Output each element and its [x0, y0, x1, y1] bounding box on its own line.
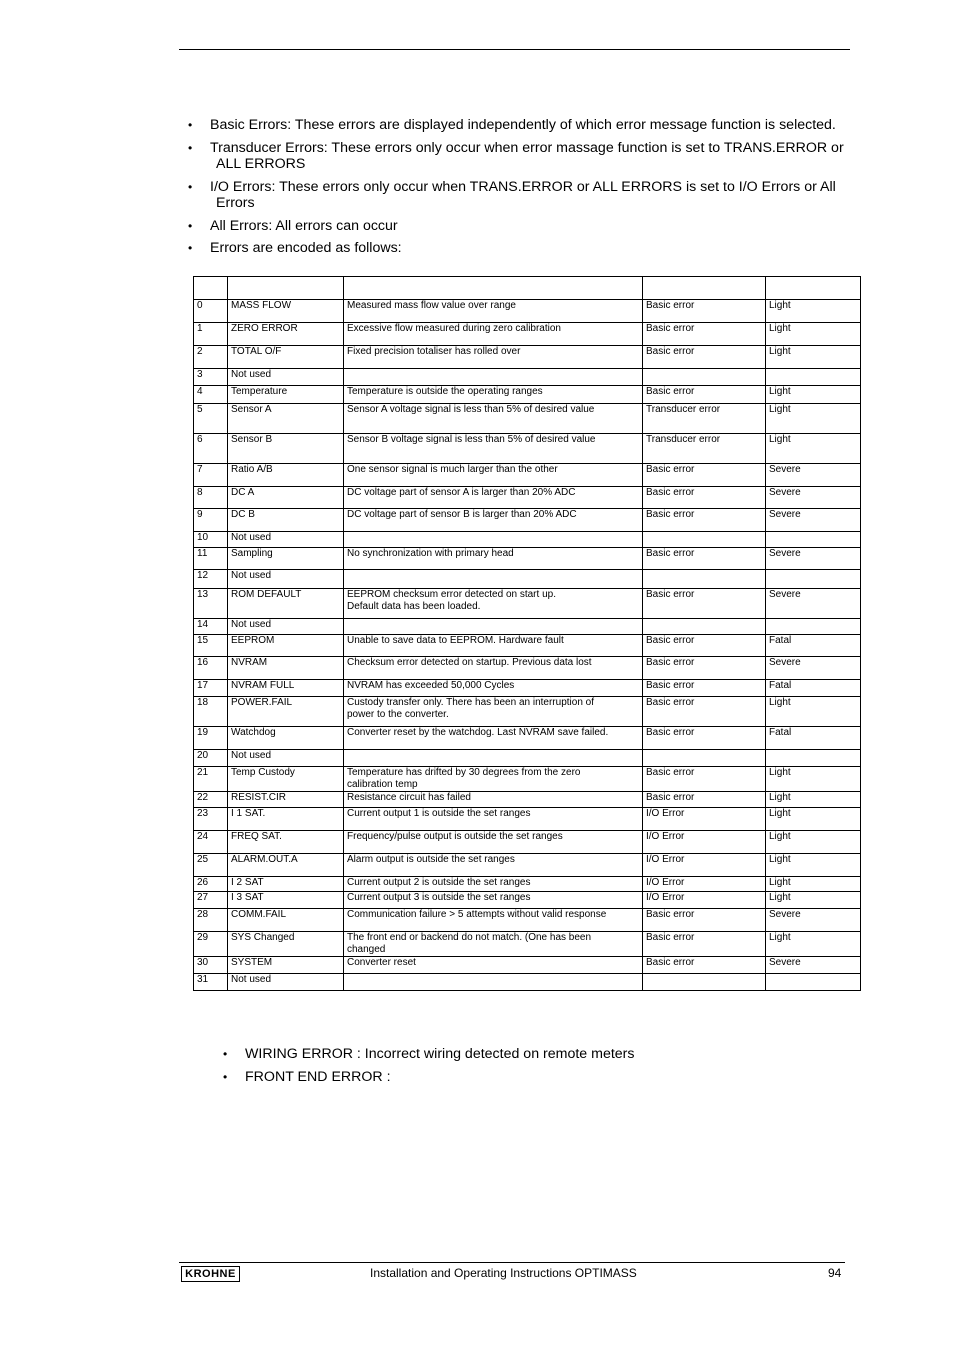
cell-name: EEPROM — [228, 635, 344, 657]
cell-desc — [344, 974, 643, 991]
table-row — [194, 727, 861, 750]
table-row — [194, 697, 861, 727]
cell-desc-line1: Frequency/pulse output is outside the set ranges — [347, 831, 563, 842]
table-row — [194, 404, 861, 434]
header-cell — [194, 277, 228, 300]
cell-no: 27 — [194, 892, 228, 909]
table-row — [194, 792, 861, 808]
cell-type: Basic error — [643, 589, 766, 619]
cell-type: I/O Error — [643, 808, 766, 831]
cell-type — [643, 974, 766, 991]
cell-type — [643, 369, 766, 386]
bullet-text: All Errors: All errors can occur — [210, 218, 398, 234]
cell-type: Basic error — [643, 464, 766, 487]
cell-desc-line1: Measured mass flow value over range — [347, 300, 516, 311]
cell-sev — [766, 570, 861, 589]
cell-no: 12 — [194, 570, 228, 589]
cell-name: Ratio A/B — [228, 464, 344, 487]
bullet-text-continued: Errors — [216, 195, 255, 211]
table-row — [194, 369, 861, 386]
table-row — [194, 570, 861, 589]
cell-name: Not used — [228, 619, 344, 635]
cell-sev: Light — [766, 932, 861, 957]
bullet-text: WIRING ERROR : Incorrect wiring detected on remote meters — [245, 1046, 635, 1062]
cell-no: 10 — [194, 532, 228, 548]
krohne-logo — [181, 1266, 240, 1282]
extra-bullet-list — [223, 1046, 634, 1085]
cell-name: FREQ SAT. — [228, 831, 344, 854]
cell-no: 9 — [194, 509, 228, 532]
cell-desc — [344, 808, 643, 831]
cell-desc-line1: Converter reset by the watchdog. Last NVRAM save failed. — [347, 727, 609, 738]
cell-name: Not used — [228, 974, 344, 991]
cell-desc — [344, 877, 643, 892]
cell-no: 2 — [194, 346, 228, 369]
header-cell — [643, 277, 766, 300]
cell-sev: Light — [766, 404, 861, 434]
cell-no: 26 — [194, 877, 228, 892]
cell-no: 7 — [194, 464, 228, 487]
cell-sev — [766, 974, 861, 991]
cell-desc — [344, 957, 643, 974]
cell-desc — [344, 369, 643, 386]
cell-type — [643, 532, 766, 548]
cell-desc — [344, 386, 643, 404]
cell-desc — [344, 487, 643, 509]
cell-desc — [344, 434, 643, 464]
table-row — [194, 767, 861, 792]
cell-type: Basic error — [643, 386, 766, 404]
cell-sev — [766, 532, 861, 548]
cell-type: Basic error — [643, 548, 766, 570]
cell-type: Basic error — [643, 323, 766, 346]
cell-no: 5 — [194, 404, 228, 434]
cell-type: I/O Error — [643, 854, 766, 877]
table-row — [194, 532, 861, 548]
cell-name: NVRAM — [228, 657, 344, 680]
cell-desc — [344, 680, 643, 697]
cell-desc — [344, 300, 643, 323]
cell-no: 3 — [194, 369, 228, 386]
cell-name: I 1 SAT. — [228, 808, 344, 831]
header-cell — [344, 277, 643, 300]
cell-desc-line1: Unable to save data to EEPROM. Hardware fault — [347, 635, 564, 646]
bullet-text: Errors are encoded as follows: — [210, 240, 402, 256]
cell-desc-line1: Converter reset — [347, 957, 416, 968]
bullet-text: I/O Errors: These errors only occur when TRANS.ERROR or ALL ERRORS is set to I/O Errors or All — [210, 179, 836, 195]
cell-desc — [344, 892, 643, 909]
cell-name: TOTAL O/F — [228, 346, 344, 369]
cell-desc-line2: Default data has been loaded. — [347, 601, 481, 612]
table-row — [194, 892, 861, 909]
cell-desc-line1: DC voltage part of sensor A is larger than 20% ADC — [347, 487, 576, 498]
cell-sev: Severe — [766, 909, 861, 932]
page-number: 94 — [828, 1266, 842, 1280]
cell-sev: Light — [766, 877, 861, 892]
cell-type: I/O Error — [643, 831, 766, 854]
cell-desc-line1: No synchronization with primary head — [347, 548, 514, 559]
cell-sev: Light — [766, 831, 861, 854]
table-row — [194, 974, 861, 991]
table-row — [194, 464, 861, 487]
bullet-text: FRONT END ERROR : — [245, 1069, 391, 1085]
header-cell — [228, 277, 344, 300]
table-row — [194, 635, 861, 657]
cell-no: 25 — [194, 854, 228, 877]
cell-desc-line1: Sensor A voltage signal is less than 5% of desired value — [347, 404, 595, 415]
cell-type: Transducer error — [643, 434, 766, 464]
cell-name: Watchdog — [228, 727, 344, 750]
bullet-text: Basic Errors: These errors are displayed independently of which error message function is selected. — [210, 117, 836, 133]
cell-desc-line2: changed — [347, 944, 386, 955]
cell-sev — [766, 619, 861, 635]
cell-desc-line1: Excessive flow measured during zero calibration — [347, 323, 561, 334]
cell-type: Basic error — [643, 635, 766, 657]
cell-no: 15 — [194, 635, 228, 657]
cell-type: Basic error — [643, 680, 766, 697]
table-row — [194, 877, 861, 892]
cell-desc — [344, 697, 643, 727]
cell-sev: Light — [766, 323, 861, 346]
cell-name: I 2 SAT — [228, 877, 344, 892]
cell-desc-line1: Current output 3 is outside the set ranges — [347, 892, 531, 903]
table-row — [194, 434, 861, 464]
cell-desc-line1: The front end or backend do not match. (One has been — [347, 932, 592, 943]
cell-name: RESIST.CIR — [228, 792, 344, 808]
cell-name: DC A — [228, 487, 344, 509]
cell-desc — [344, 464, 643, 487]
cell-desc-line1: Temperature has drifted by 30 degrees from the zero — [347, 767, 581, 778]
cell-sev: Light — [766, 346, 861, 369]
cell-no: 24 — [194, 831, 228, 854]
cell-desc-line1: Sensor B voltage signal is less than 5% of desired value — [347, 434, 596, 445]
cell-name: SYSTEM — [228, 957, 344, 974]
table-row — [194, 750, 861, 767]
cell-sev: Severe — [766, 589, 861, 619]
cell-no: 22 — [194, 792, 228, 808]
table-row — [194, 386, 861, 404]
cell-sev: Light — [766, 854, 861, 877]
table-row — [194, 909, 861, 932]
bullet-io-errors — [188, 179, 860, 211]
cell-type: Basic error — [643, 509, 766, 532]
cell-name: Not used — [228, 369, 344, 386]
cell-no: 20 — [194, 750, 228, 767]
cell-name: Not used — [228, 570, 344, 589]
cell-desc-line1: Fixed precision totaliser has rolled over — [347, 346, 521, 357]
cell-name: Temperature — [228, 386, 344, 404]
cell-type: Basic error — [643, 697, 766, 727]
cell-name: COMM.FAIL — [228, 909, 344, 932]
logo-text: KROHNE — [185, 1268, 236, 1280]
cell-desc-line1: EEPROM checksum error detected on start up. — [347, 589, 556, 600]
cell-no: 21 — [194, 767, 228, 792]
cell-name: Sampling — [228, 548, 344, 570]
cell-name: SYS Changed — [228, 932, 344, 957]
cell-no: 28 — [194, 909, 228, 932]
cell-sev: Light — [766, 767, 861, 792]
cell-no: 4 — [194, 386, 228, 404]
cell-no: 13 — [194, 589, 228, 619]
cell-type: Basic error — [643, 300, 766, 323]
cell-no: 17 — [194, 680, 228, 697]
bullet-front-end-error — [223, 1069, 634, 1085]
cell-desc-line1: Current output 1 is outside the set ranges — [347, 808, 531, 819]
cell-no: 14 — [194, 619, 228, 635]
table-row — [194, 346, 861, 369]
cell-type: I/O Error — [643, 892, 766, 909]
table-row — [194, 854, 861, 877]
header-rule — [179, 49, 850, 50]
cell-desc — [344, 548, 643, 570]
cell-desc — [344, 909, 643, 932]
cell-sev: Severe — [766, 548, 861, 570]
cell-type: Basic error — [643, 346, 766, 369]
cell-desc — [344, 792, 643, 808]
cell-desc — [344, 404, 643, 434]
cell-name: I 3 SAT — [228, 892, 344, 909]
bullet-basic-errors — [188, 117, 860, 133]
cell-desc-line1: Current output 2 is outside the set ranges — [347, 877, 531, 888]
cell-type — [643, 750, 766, 767]
cell-no: 0 — [194, 300, 228, 323]
cell-sev: Fatal — [766, 680, 861, 697]
header-cell — [766, 277, 861, 300]
cell-desc-line1: Checksum error detected on startup. Previous data lost — [347, 657, 592, 668]
cell-desc — [344, 589, 643, 619]
cell-type: Basic error — [643, 487, 766, 509]
cell-sev — [766, 750, 861, 767]
cell-sev: Severe — [766, 957, 861, 974]
cell-type: Basic error — [643, 932, 766, 957]
cell-sev: Severe — [766, 487, 861, 509]
cell-desc-line2: power to the converter. — [347, 709, 449, 720]
cell-desc — [344, 750, 643, 767]
cell-sev: Severe — [766, 509, 861, 532]
table-header-row — [194, 277, 861, 300]
table-row — [194, 932, 861, 957]
cell-sev: Light — [766, 892, 861, 909]
table-row — [194, 509, 861, 532]
cell-desc — [344, 854, 643, 877]
cell-no: 30 — [194, 957, 228, 974]
cell-no: 6 — [194, 434, 228, 464]
cell-desc — [344, 619, 643, 635]
cell-type: Transducer error — [643, 404, 766, 434]
table-row — [194, 680, 861, 697]
cell-no: 8 — [194, 487, 228, 509]
cell-no: 29 — [194, 932, 228, 957]
cell-name: Temp Custody — [228, 767, 344, 792]
table-row — [194, 808, 861, 831]
cell-name: Not used — [228, 750, 344, 767]
cell-desc-line1: Communication failure > 5 attempts without valid response — [347, 909, 607, 920]
cell-desc — [344, 767, 643, 792]
cell-name: Sensor B — [228, 434, 344, 464]
bullet-encoding — [188, 240, 860, 256]
cell-desc — [344, 635, 643, 657]
cell-name: ZERO ERROR — [228, 323, 344, 346]
cell-desc — [344, 323, 643, 346]
table-row — [194, 300, 861, 323]
cell-desc — [344, 657, 643, 680]
cell-sev: Light — [766, 434, 861, 464]
cell-type: I/O Error — [643, 877, 766, 892]
table-row — [194, 657, 861, 680]
cell-sev: Severe — [766, 464, 861, 487]
table-row — [194, 548, 861, 570]
cell-desc-line2: calibration temp — [347, 779, 418, 790]
cell-sev — [766, 369, 861, 386]
bullet-all-errors — [188, 218, 860, 234]
table-row — [194, 323, 861, 346]
cell-desc — [344, 509, 643, 532]
cell-desc — [344, 727, 643, 750]
cell-type: Basic error — [643, 727, 766, 750]
cell-no: 1 — [194, 323, 228, 346]
cell-desc-line1: Temperature is outside the operating ranges — [347, 386, 543, 397]
bullet-text-continued: ALL ERRORS — [216, 156, 306, 172]
intro-bullet-list — [188, 117, 860, 256]
cell-name: NVRAM FULL — [228, 680, 344, 697]
cell-desc-line1: Resistance circuit has failed — [347, 792, 471, 803]
cell-desc — [344, 932, 643, 957]
bullet-text: Transducer Errors: These errors only occur when error massage function is set to TRANS.ERROR or — [210, 140, 844, 156]
cell-desc-line1: One sensor signal is much larger than the other — [347, 464, 558, 475]
cell-desc-line1: NVRAM has exceeded 50,000 Cycles — [347, 680, 515, 691]
cell-no: 18 — [194, 697, 228, 727]
cell-sev: Light — [766, 792, 861, 808]
bullet-wiring-error — [223, 1046, 634, 1062]
cell-no: 31 — [194, 974, 228, 991]
cell-type: Basic error — [643, 767, 766, 792]
footer-title: Installation and Operating Instructions OPTIMASS — [370, 1266, 637, 1280]
table-row — [194, 619, 861, 635]
table-row — [194, 957, 861, 974]
error-codes-table — [193, 276, 861, 991]
cell-sev: Light — [766, 386, 861, 404]
cell-name: ALARM.OUT.A — [228, 854, 344, 877]
cell-sev: Severe — [766, 657, 861, 680]
cell-name: Not used — [228, 532, 344, 548]
cell-desc — [344, 532, 643, 548]
cell-sev: Light — [766, 808, 861, 831]
cell-name: MASS FLOW — [228, 300, 344, 323]
cell-type — [643, 619, 766, 635]
table-row — [194, 487, 861, 509]
cell-no: 23 — [194, 808, 228, 831]
cell-name: POWER.FAIL — [228, 697, 344, 727]
table-row — [194, 831, 861, 854]
cell-name: Sensor A — [228, 404, 344, 434]
cell-sev: Fatal — [766, 727, 861, 750]
table-row — [194, 589, 861, 619]
cell-desc-line1: DC voltage part of sensor B is larger than 20% ADC — [347, 509, 577, 520]
cell-no: 19 — [194, 727, 228, 750]
cell-no: 11 — [194, 548, 228, 570]
cell-type: Basic error — [643, 792, 766, 808]
cell-no: 16 — [194, 657, 228, 680]
cell-desc — [344, 831, 643, 854]
cell-sev: Light — [766, 300, 861, 323]
bullet-transducer-errors — [188, 140, 860, 172]
cell-type: Basic error — [643, 657, 766, 680]
cell-sev: Fatal — [766, 635, 861, 657]
cell-type — [643, 570, 766, 589]
cell-sev: Light — [766, 697, 861, 727]
cell-name: ROM DEFAULT — [228, 589, 344, 619]
cell-type: Basic error — [643, 909, 766, 932]
cell-type: Basic error — [643, 957, 766, 974]
footer-rule — [179, 1262, 845, 1263]
cell-desc — [344, 570, 643, 589]
cell-name: DC B — [228, 509, 344, 532]
cell-desc-line1: Alarm output is outside the set ranges — [347, 854, 515, 865]
cell-desc — [344, 346, 643, 369]
cell-desc-line1: Custody transfer only. There has been an interruption of — [347, 697, 594, 708]
